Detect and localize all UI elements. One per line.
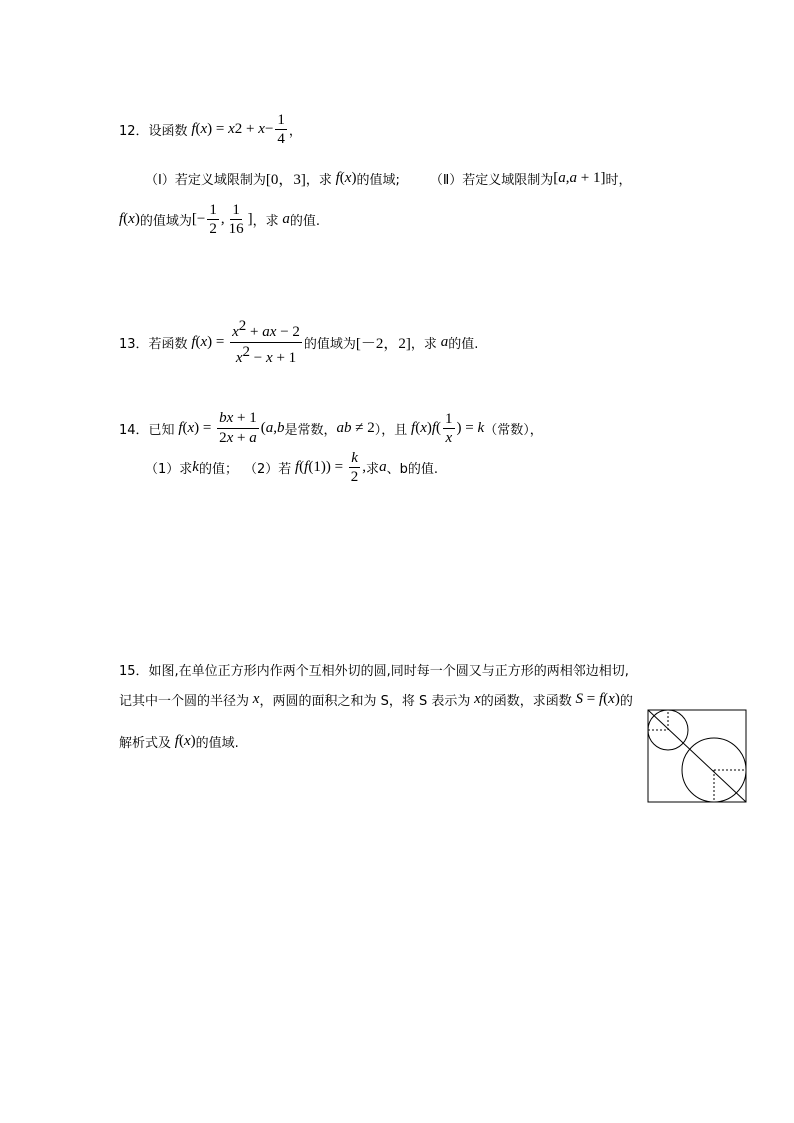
part-1-label: （Ⅰ）若定义域限制为 bbox=[145, 173, 266, 188]
problem-13-line-1: 13． 若函数 f ( x ) = $\frac{x^2 + ax - 2}{x^2 - x + 1}$ 的值域为 [－2，2] ，求 a 的值. bbox=[119, 318, 479, 366]
problem-12-line-1: 12． 设函数 f ( x ) = x 2 + x − $\frac{1}{4}$ ， bbox=[119, 112, 302, 147]
diagonal bbox=[648, 710, 746, 802]
sub-question-1: （1）求 bbox=[145, 462, 193, 477]
problem-number: 14． bbox=[119, 423, 149, 438]
fraction-rational-function: $\frac{x^2 + ax - 2}{x^2 - x + 1}$ bbox=[232, 318, 300, 366]
problem-14-line-2: （1）求 k 的值； （2）若 f ( f (1)) = $\frac{k}{2}$ , 求 a 、b的值. bbox=[145, 450, 438, 485]
math-expression: f bbox=[119, 211, 124, 227]
math-expression: f bbox=[331, 170, 340, 186]
interval: [－2，2] bbox=[355, 336, 411, 352]
math-expression: [ bbox=[553, 170, 559, 186]
math-expression: f bbox=[187, 121, 196, 137]
problem-number: 13． bbox=[119, 337, 149, 352]
problem-12-line-3: f ( x ) 的值域为 [− $\frac{1}{2}$ , $\frac{1}{16}$ ] ，求 a 的值. bbox=[119, 202, 320, 237]
fraction-one-quarter: $\frac{1}{4}$ bbox=[277, 112, 285, 147]
square-circles-figure bbox=[647, 709, 748, 804]
problem-number: 12． bbox=[119, 124, 149, 139]
problem-15-line-3: 解析式及 f ( x ) 的值域. bbox=[119, 733, 239, 751]
fraction-one-sixteenth: $\frac{1}{16}$ bbox=[228, 202, 244, 237]
fraction-one-half: $\frac{1}{2}$ bbox=[209, 202, 217, 237]
problem-14-line-1: 14． 已知 f ( x ) = $\frac{bx + 1}{2x + a}$ ( a , b 是常数， ab ≠ 2 ），且 f ( x ) f ( $\frac{1}{x}$ ) = k （常数）， bbox=[119, 410, 543, 446]
fraction-k-over-two: $\frac{k}{2}$ bbox=[350, 450, 359, 485]
fraction-one-over-x: $\frac{1}{x}$ bbox=[445, 411, 453, 446]
problem-text: 设函数 bbox=[148, 124, 188, 139]
fraction-linear-function: $\frac{bx + 1}{2x + a}$ bbox=[219, 410, 257, 446]
problem-15-line-1: 15． 如图,在单位正方形内作两个互相外切的圆,同时每一个圆又与正方形的两相邻边相切, bbox=[119, 660, 629, 679]
problem-12-line-2: （Ⅰ）若定义域限制为 [0，3] ，求 f ( x ) 的值域; （Ⅱ）若定义域限制为 [ a , a + 1] 时， bbox=[145, 170, 632, 188]
interval: [0，3] bbox=[265, 172, 306, 188]
problem-15-line-2: 记其中一个圆的半径为 x ，两圆的面积之和为 S，将 S 表示为 x 的函数，求函数 S = f ( x ) 的 bbox=[119, 691, 633, 709]
problem-number: 15． bbox=[119, 664, 149, 679]
sub-question-2: （2）若 bbox=[243, 462, 292, 477]
part-2-label: （Ⅱ）若定义域限制为 bbox=[429, 173, 554, 188]
